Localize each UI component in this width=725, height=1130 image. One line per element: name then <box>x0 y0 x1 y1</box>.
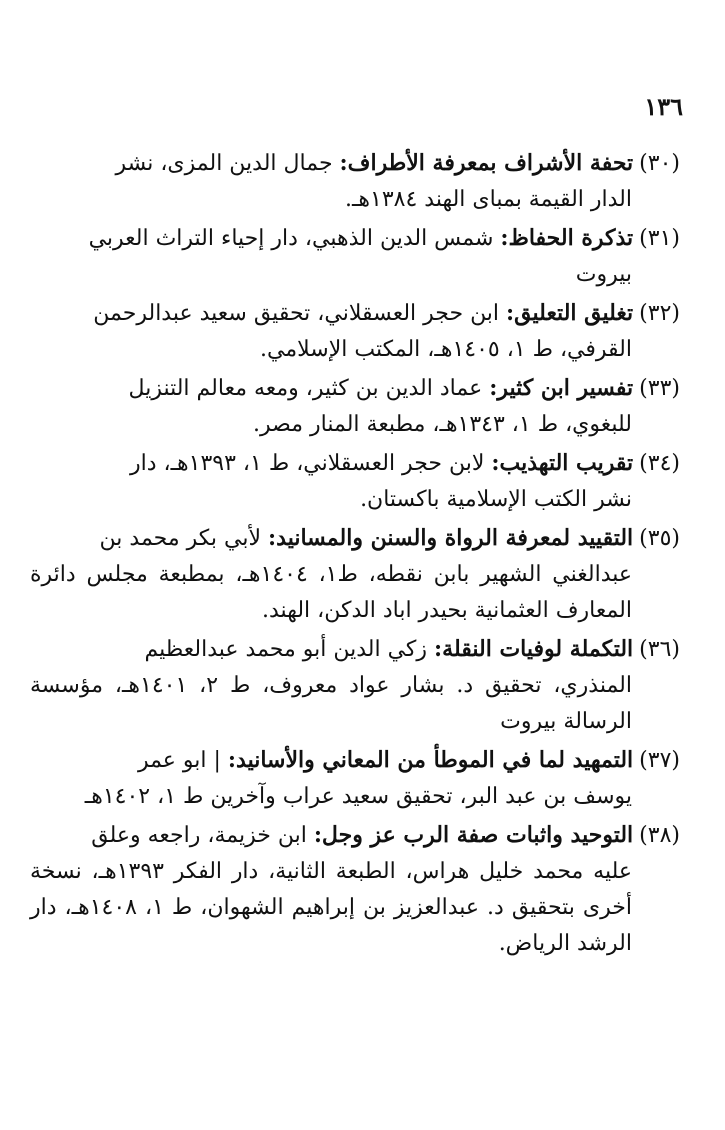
entry-continuation: يوسف بن عبد البر، تحقيق سعيد عراب وآخرين ط ١، ١٤٠٢هـ <box>84 784 632 809</box>
bibliography-entry-35 <box>30 520 680 629</box>
entry-continuation: عليه محمد خليل هراس، الطبعة الثانية، دار الفكر ١٣٩٣هـ، نسخة أخرى بتحقيق د. عبدالعزيز بن إبراهيم الشهوان، ط ١، ١٤٠٨هـ، دار الرشد الرياض. <box>30 859 632 956</box>
entry-details: ابن حجر العسقلاني، تحقيق سعيد عبدالرحمن <box>93 301 507 326</box>
entry-number: (٣٢) <box>639 301 680 326</box>
entry-details: زكي الدين أبو محمد عبدالعظيم <box>144 637 435 662</box>
bibliography-entry-33 <box>30 370 680 443</box>
entry-continuation: بيروت <box>575 262 632 287</box>
entry-details: شمس الدين الذهبي، دار إحياء التراث العربي <box>88 226 501 251</box>
entry-number: (٣٣) <box>639 376 680 401</box>
entry-number: (٣٦) <box>639 637 680 662</box>
bibliography-list <box>30 145 680 964</box>
entry-title: تغليق التعليق: <box>506 300 634 326</box>
entry-title: تفسير ابن كثير: <box>489 375 634 401</box>
entry-title: التقييد لمعرفة الرواة والسنن والمسانيد: <box>268 525 634 551</box>
entry-title: التوحيد واثبات صفة الرب عز وجل: <box>313 822 634 848</box>
page-number: ١٣٦ <box>644 92 683 121</box>
entry-details: | ابو عمر <box>137 748 228 773</box>
entry-details: ابن خزيمة، راجعه وعلق <box>91 823 314 848</box>
entry-title: تذكرة الحفاظ: <box>500 225 634 251</box>
bibliography-entry-36 <box>30 631 680 740</box>
bibliography-entry-38 <box>30 817 680 962</box>
entry-number: (٣٤) <box>639 451 680 476</box>
entry-continuation: نشر الكتب الإسلامية باكستان. <box>360 487 632 512</box>
entry-continuation: عبدالغني الشهير بابن نقطه، ط١، ١٤٠٤هـ، بمطبعة مجلس دائرة المعارف العثمانية بحيدر اباد الدكن، الهند. <box>30 562 633 623</box>
entry-title: التكملة لوفيات النقلة: <box>434 636 634 662</box>
entry-details: عماد الدين بن كثير، ومعه معالم التنزيل <box>128 376 490 401</box>
entry-details: جمال الدين المزى، نشر <box>115 151 340 176</box>
entry-continuation: للبغوي، ط ١، ١٣٤٣هـ، مطبعة المنار مصر. <box>253 412 632 437</box>
entry-number: (٣٥) <box>639 526 680 551</box>
entry-number: (٣١) <box>639 226 680 251</box>
bibliography-entry-37 <box>30 742 680 815</box>
entry-number: (٣٠) <box>639 151 680 176</box>
entry-continuation: الدار القيمة بمباى الهند ١٣٨٤هـ. <box>344 187 632 212</box>
entry-title: تحفة الأشراف بمعرفة الأطراف: <box>339 150 634 176</box>
entry-continuation: القرفي، ط ١، ١٤٠٥هـ، المكتب الإسلامي. <box>260 337 632 362</box>
bibliography-entry-34 <box>30 445 680 518</box>
entry-details: لابن حجر العسقلاني، ط ١، ١٣٩٣هـ، دار <box>129 451 492 476</box>
bibliography-entry-31 <box>30 220 680 293</box>
entry-title: التمهيد لما في الموطأ من المعاني والأسانيد: <box>227 747 634 773</box>
entry-continuation: المنذري، تحقيق د. بشار عواد معروف، ط ٢، ١٤٠١هـ، مؤسسة الرسالة بيروت <box>30 673 632 734</box>
entry-number: (٣٨) <box>639 823 680 848</box>
entry-details: لأبي بكر محمد بن <box>99 526 269 551</box>
entry-title: تقريب التهذيب: <box>491 450 634 476</box>
entry-number: (٣٧) <box>639 748 680 773</box>
bibliography-entry-32 <box>30 295 680 368</box>
bibliography-entry-30 <box>30 145 680 218</box>
